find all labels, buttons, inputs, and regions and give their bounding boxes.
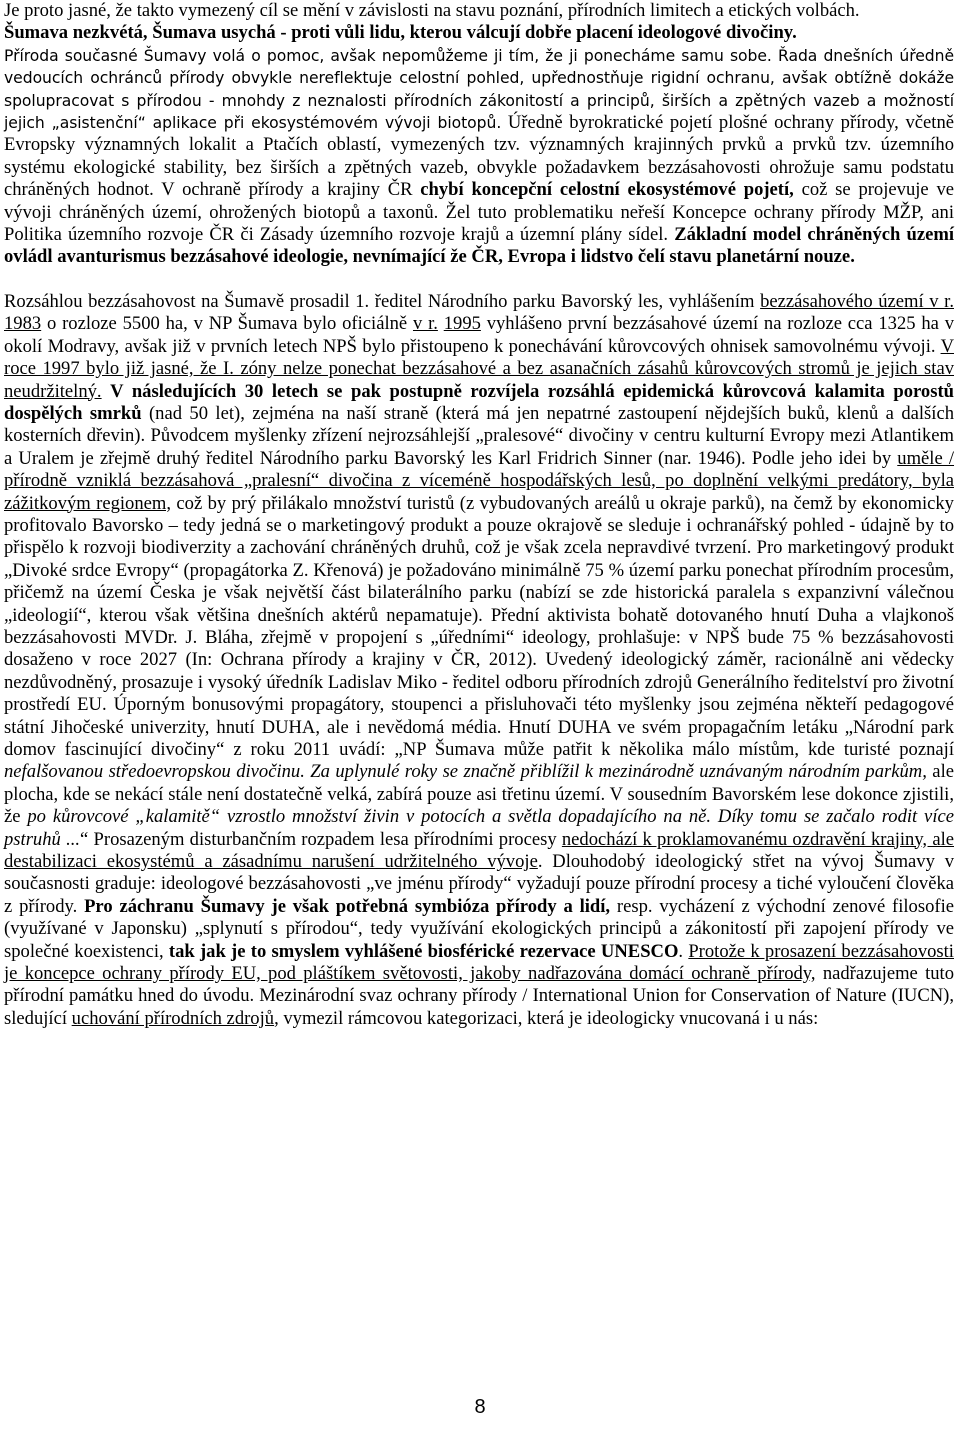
p1-s8: Základní model chráněných území ovládl avanturismus bezzásahové ideologie, nevnímající že ČR, Evropa i lidstvo čelí stavu planetární nouze.	[4, 224, 955, 268]
p1-s1: Je proto jasné, že takto vymezený cíl se mění v závislosti na stavu poznání, přírodních limitech a etických volbách.	[4, 0, 860, 21]
p2-s26: Protože k prosazení bezzásahovosti je koncepce ochrany přírody EU, pod pláštíkem světovosti, jakoby nadřazována domácí ochraně přírody,	[4, 940, 954, 985]
p1-s7: což se projevuje ve vývoji chráněných území, ohrožených biotopů a taxonů. Žel tuto problematiku neřeší Koncepce ochrany přírody MŽP, ani Politika územního rozvoje ČR či Zásady územního rozvoje krajů a územní plány sídel.	[4, 179, 954, 246]
p2-s13: (nad 50 let), zejména na naší straně (která má jen nepatrné zastoupení nějdejších buků, klenů a dalších kosterních dřevin). Původcem myšlenky zřízení nejrozsáhlejší „pralesové“ divočiny v centru kulturní Evropy mezi Atlantikem a Uralem je zřejmě druhý ředitel Národního parku Bavorský les Karl Fridrich Sinner (nar. 1946). Podle jeho idei by	[4, 402, 954, 469]
page-number: 8	[474, 1396, 486, 1418]
p2-s4: 1983	[4, 313, 42, 335]
p2-s28: uchování přírodních zdrojů	[71, 1007, 275, 1029]
p2-s6: v r.	[412, 313, 438, 335]
p2-s10: V roce 1997 bylo již jasné, že I. zóny nelze ponechat bezzásahové a bez asanačních zásahů kůrovcových stromů je jejich stav neudržitelný.	[4, 335, 954, 402]
p2-s19: “ Prosazeným disturbančním rozpadem lesa přírodními procesy	[80, 828, 562, 850]
p2-s24: tak jak je to smyslem vyhlášené biosférické rezervace UNESCO	[168, 940, 679, 962]
p2-s12: V následujících 30 letech se pak postupně rozvíjela rozsáhlá epidemická kůrovcová kalamita porostů dospělých smrků	[4, 380, 954, 424]
p2-s5: o rozloze 5500 ha, v NP Šumava bylo oficiálně	[41, 313, 413, 335]
p2-s25: .	[678, 940, 689, 962]
p1-s5: Úředně byrokratické pojetí plošné ochrany přírody, včetně Evropsky významných lokalit a Ptačích oblastí, vymezených tzv. významných krajinných prvků a prvků tzv. územního systému ekologické stability, bez širších a zpětných vazeb, obvykle požadavkem bezzásahovosti ohrožuje samu podstatu chráněných hodnot. V ochraně přírody a krajiny ČR	[4, 112, 954, 201]
p2-s9: vyhlášeno první bezzásahové území na rozloze cca 1325 ha v okolí Modravy, avšak již v prvních letech NPŠ bylo přistoupeno k ponechávání kůrovcových ohnisek samovolnému vývoji.	[4, 313, 954, 357]
p1-s6: chybí koncepční celostní ekosystémové pojetí,	[420, 179, 794, 201]
p2-s21: . Dlouhodobý ideologický střet na vývoj Šumavy v současnosti graduje: ideologové bezzásahovosti „ve jménu přírody“ vyžadují pouze přírodní procesy a tiché vyloučení člověka z přírody.	[4, 851, 954, 917]
p2-s8: 1995	[443, 313, 481, 335]
paragraph-1	[4, 0, 954, 269]
paragraph-gap	[4, 269, 954, 291]
p2-s20: nedochází k proklamovanému ozdravění krajiny, ale destabilizaci ekosystémů a zásadnímu narušení udržitelného vývoje	[4, 828, 954, 873]
p2-s22: Pro záchranu Šumavy je však potřebná symbióza přírody a lidí,	[84, 895, 611, 917]
p1-s4: Řada dnešních úředně vedoucích ochránců přírody obvykle nereflektuje celostní pohled, upřednostňuje rigidní ochranu, avšak obtížně dokáže spolupracovat s přírodou - mnohdy z neznalosti přírodních zákonitostí a principů, širších a zpětných vazeb a možností jejich „asistenční“ aplikace při ekosystémovém vývoji biotopů.	[4, 46, 955, 133]
p2-s2: bezzásahového území v r.	[760, 290, 954, 312]
p2-s23: resp. vycházení z východní zenové filosofie (využívané v Japonsku) „splynutí s přírodou“, tedy využívání ekologických principů a zákonitostí při zapojení přírody ve společné koexistenci,	[4, 895, 955, 962]
p2-s11	[102, 381, 111, 402]
p2-s15: což by prý přilákalo množství turistů (z vybudovaných areálů u okraje parků), na čemž by ekonomicky profitovalo Bavorsko – tedy jedná se o marketingový produkt a pouze okrajově se sleduje i ochranářský pohled - údajně by to přispělo k rozvoji biodiverzity a zachování chráněných druhů, což je však zcela nepravdivé tvrzení. Pro marketingový produkt „Divoké srdce Evropy“ (propagátorka Z. Křenová) je požadováno minimálně 75 % území parku ponechat přírodním procesům, přičemž na území Česka je však největší část bilaterálního parku (nabízí se zde historická paralela s expanzivní válečnou „ideologií“, kterou však většina dnešních aktérů nepamatuje). Přední aktivista bohatě dotovaného hnutí Duha a vlajkonoš bezzásahovosti MVDr. J. Bláha, zřejmě v propojení s „úředními“ ideology, prohlašuje: v NPŠ bude 75 % bezzásahovosti dosaženo v roce 2027 (In: Ochrana přírody a krajiny v ČR, 2012). Uvedený ideologický záměr, racionálně ani vědecky nezdůvodněný, prosazuje i vysoký úředník Ladislav Miko - ředitel odboru přírodních zdrojů Generálního ředitelství pro životní prostředí EU. Úporným bonusovými propagátory, stoupenci a přisluhovači této myšlenky jsou zejména někteří pedagogové státní Jihočeské univerzity, hnutí DUHA, ale i nevědomá média. Hnutí DUHA ve svém propagačním letáku „Národní park domov fascinující divočiny“ z roku 2011 uvádí: „NP Šumava může patřit k několika málo místům, kde turisté poznají	[4, 492, 954, 760]
p2-s18: po kůrovcové „kalamitě“ vzrostlo množství živin v potocích a světla dopadajícího na ně. Díky tomu se začalo rodit více pstruhů ...	[4, 806, 954, 850]
p2-s16: nefalšovanou středoevropskou divočinu. Za uplynulé roky se značně přiblížil k mezinárodně uznávaným národním parkům,	[4, 761, 927, 783]
p2-s17: ale plocha, kde se nekácí stále není dostatečně velká, zabírá pouze asi třetinu území. V sousedním Bavorském lese dokonce zjistili, že	[4, 761, 954, 828]
p2-s14: uměle / přírodně vzniklá bezzásahová „pralesní“ divočina z víceméně hospodářských lesů, po doplnění velkými predátory, byla zážitkovým regionem,	[4, 447, 955, 514]
p1-s2: Šumava nezkvétá, Šumava usychá - proti vůli lidu, kterou válcují dobře placení ideologové divočiny.	[4, 22, 797, 44]
p1-s3: Příroda současné Šumavy volá o pomoc, avšak nepomůžeme ji tím, že ji ponecháme samu sobe.	[4, 46, 772, 65]
p2-s27: nadřazujeme tuto přírodní památku hned do úvodu. Mezinárodní svaz ochrany přírody / International Union for Conservation of Nature (IUCN), sledující	[4, 963, 955, 1029]
p2-s29: , vymezil rámcovou kategorizaci, která je ideologicky vnucovaná i u nás:	[274, 1007, 819, 1029]
p2-s1: Rozsáhlou bezzásahovost na Šumavě prosadil 1. ředitel Národního parku Bavorský les, vyhlášením	[4, 290, 761, 312]
paragraph-2	[4, 291, 954, 1030]
